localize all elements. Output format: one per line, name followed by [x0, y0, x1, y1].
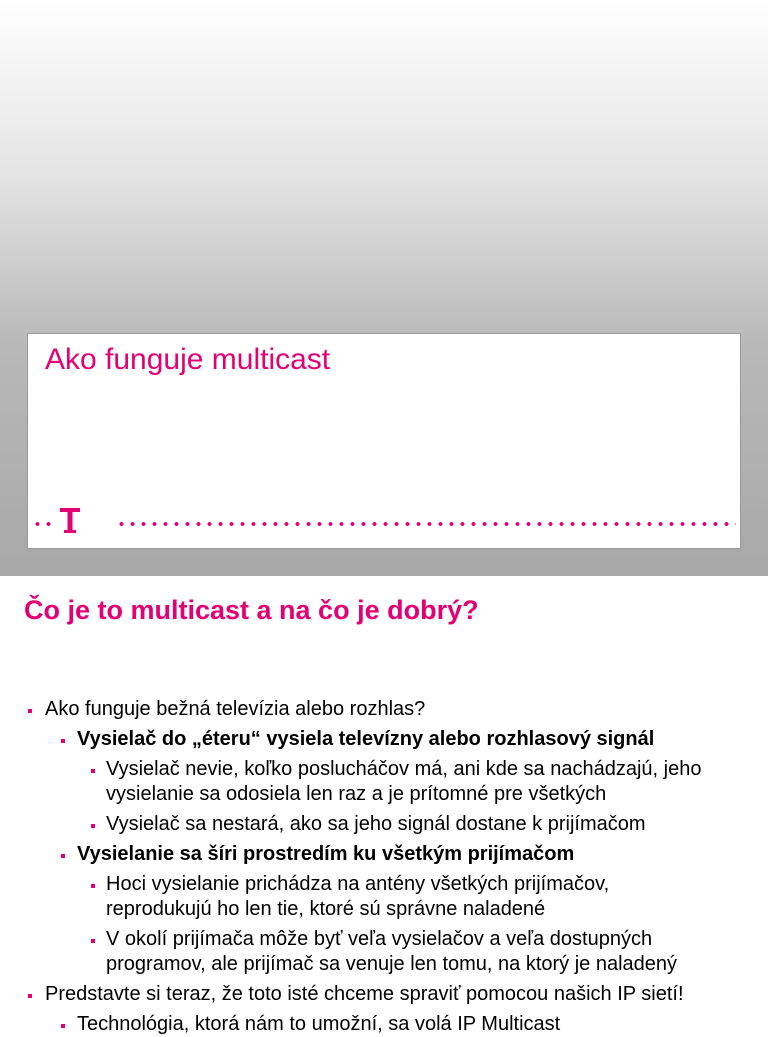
bullet-marker-icon [61, 1024, 65, 1028]
bullet-text: reprodukujú ho len tie, ktoré sú správne naladené [106, 898, 546, 920]
bullet-level2 [0, 727, 768, 752]
bullet-text: vysielanie sa odosiela len raz a je prítomné pre všetkých [106, 783, 607, 805]
brand-dotted-line [28, 502, 740, 542]
bullet-text: Predstavte si teraz, že toto isté chceme spraviť pomocou našich IP sietí! [45, 983, 684, 1005]
bullet-marker-icon [91, 824, 95, 828]
bullet-level3 [0, 927, 768, 952]
bullet-marker-icon [28, 994, 32, 998]
bullet-text: V okolí prijímača môže byť veľa vysielačov a veľa dostupných [106, 928, 653, 950]
bullet-marker-icon [61, 854, 65, 858]
dots-right [116, 522, 736, 526]
bullet-text: programov, ale prijímač sa venuje len tomu, na ktorý je naladený [106, 953, 678, 975]
bullet-level3 [0, 872, 768, 897]
bullet-level2 [0, 1012, 768, 1037]
bullet-continuation [0, 782, 768, 807]
bullet-marker-icon [91, 939, 95, 943]
bullet-level1 [0, 697, 768, 722]
content-slide [0, 576, 768, 1035]
bullet-level1 [0, 982, 768, 1007]
bullet-text: Vysielanie sa šíri prostredím ku všetkým prijímačom [77, 843, 575, 865]
dots-left [32, 522, 54, 526]
slide-title: Ako funguje multicast [45, 343, 331, 376]
bullet-continuation [0, 897, 768, 922]
bullet-marker-icon [61, 739, 65, 743]
bullet-text: Ako funguje bežná televízia alebo rozhlas? [45, 698, 426, 720]
telekom-t-logo-icon [58, 504, 82, 534]
title-box [27, 333, 741, 549]
bullet-text: Hoci vysielanie prichádza na antény všetkých prijímačov, [106, 873, 610, 895]
bullet-text: Vysielač do „éteru“ vysiela televízny alebo rozhlasový signál [77, 728, 655, 750]
bullet-level2 [0, 842, 768, 867]
bullet-marker-icon [91, 884, 95, 888]
bullet-text: Vysielač nevie, koľko poslucháčov má, ani kde sa nachádzajú, jeho [106, 758, 702, 780]
slide-heading: Čo je to multicast a na čo je dobrý? [24, 595, 479, 625]
bullet-marker-icon [28, 709, 32, 713]
bullet-continuation [0, 952, 768, 977]
bullet-level3 [0, 812, 768, 837]
bullet-text: Technológia, ktorá nám to umožní, sa volá IP Multicast [77, 1013, 561, 1035]
bullet-text: Vysielač sa nestará, ako sa jeho signál dostane k prijímačom [106, 813, 646, 835]
bullet-list [0, 697, 768, 1037]
bullet-marker-icon [91, 769, 95, 773]
bullet-level3 [0, 757, 768, 782]
